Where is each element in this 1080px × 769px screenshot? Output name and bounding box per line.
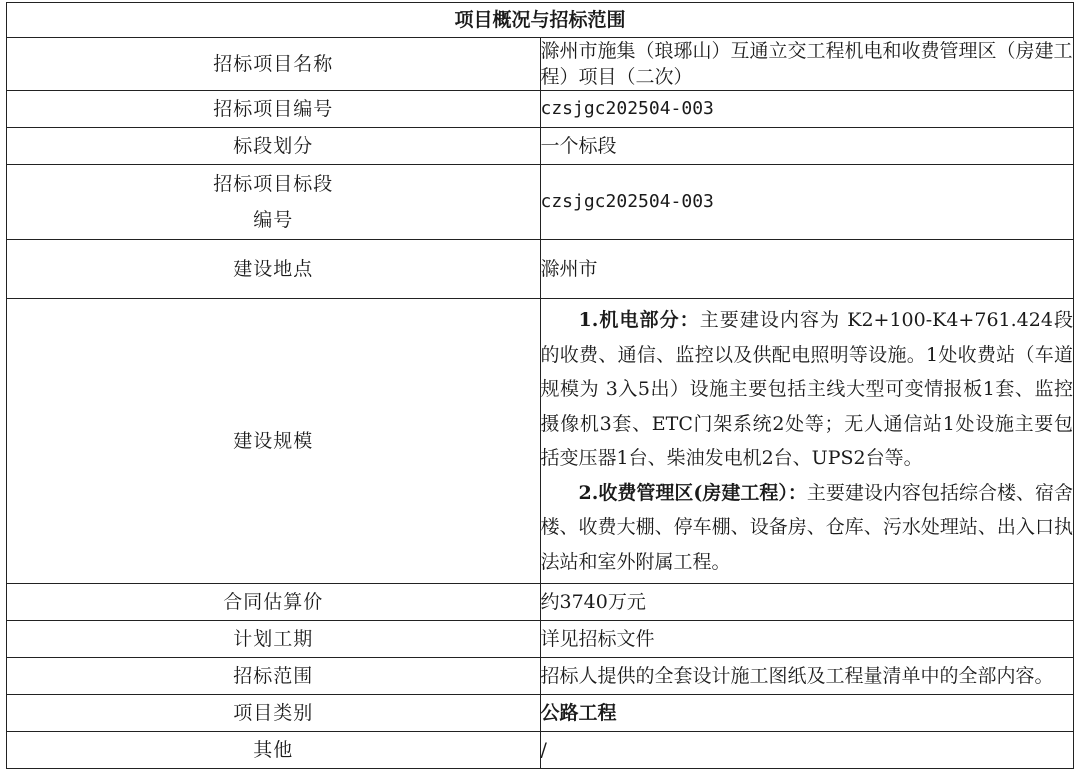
table-row	[7, 299, 1074, 584]
row-value-location: 滁州市	[540, 240, 1074, 299]
scale-paragraph-toll-management	[541, 476, 1074, 580]
row-value-other: /	[540, 732, 1074, 769]
table-title-row	[7, 3, 1074, 38]
row-label-project-name: 招标项目名称	[7, 38, 541, 91]
row-label-section-code-line2: 编号	[253, 209, 294, 231]
scale-heading-toll-management: 2.收费管理区(房建工程）：	[578, 481, 807, 504]
row-label-section-code-line1: 招标项目标段	[213, 173, 334, 195]
row-value-schedule: 详见招标文件	[540, 621, 1074, 658]
row-label-category: 项目类别	[7, 695, 541, 732]
scale-text-electromechanical: 主要建设内容为 K2+100-K4+761.424段的收费、通信、监控以及供配电照明等设施。1处收费站（车道规模为 3入5出）设施主要包括主线大型可变情报板1套、监控摄像机3套、ETC门架系统2处等；无人通信站1处设施主要包括变压器1台、柴油发电机2台、UPS2台等。	[540, 309, 1073, 469]
row-label-other: 其他	[7, 732, 541, 769]
table-title: 项目概况与招标范围	[7, 3, 1074, 38]
scale-heading-electromechanical: 1.机电部分：	[578, 309, 700, 331]
table-row	[7, 732, 1074, 769]
row-value-section-code: czsjgc202504-003	[540, 165, 1074, 240]
row-value-scale	[540, 299, 1074, 584]
row-label-contract-price: 合同估算价	[7, 584, 541, 621]
row-value-contract-price: 约3740万元	[540, 584, 1074, 621]
table-row	[7, 128, 1074, 165]
table-row	[7, 658, 1074, 695]
row-label-section-division: 标段划分	[7, 128, 541, 165]
table-row	[7, 38, 1074, 91]
row-value-category: 公路工程	[540, 695, 1074, 732]
table-row	[7, 240, 1074, 299]
table-row	[7, 695, 1074, 732]
scale-paragraph-electromechanical	[541, 303, 1074, 476]
row-label-bid-scope: 招标范围	[7, 658, 541, 695]
table-row	[7, 91, 1074, 128]
table-row	[7, 584, 1074, 621]
row-label-schedule: 计划工期	[7, 621, 541, 658]
table-row	[7, 165, 1074, 240]
row-value-project-name: 滁州市施集（琅琊山）互通立交工程机电和收费管理区（房建工程）项目（二次）	[540, 38, 1074, 91]
project-overview-table	[6, 2, 1074, 769]
scale-description	[541, 299, 1074, 583]
row-label-location: 建设地点	[7, 240, 541, 299]
row-label-project-code: 招标项目编号	[7, 91, 541, 128]
table-row	[7, 621, 1074, 658]
scale-text-toll-management: 主要建设内容包括综合楼、宿舍楼、收费大棚、停车棚、设备房、仓库、污水处理站、出入口执法站和室外附属工程。	[540, 481, 1073, 573]
row-value-section-division: 一个标段	[540, 128, 1074, 165]
row-label-scale: 建设规模	[7, 299, 541, 584]
row-value-bid-scope: 招标人提供的全套设计施工图纸及工程量清单中的全部内容。	[540, 658, 1074, 695]
row-value-project-code: czsjgc202504-003	[540, 91, 1074, 128]
row-label-section-code	[7, 165, 541, 240]
